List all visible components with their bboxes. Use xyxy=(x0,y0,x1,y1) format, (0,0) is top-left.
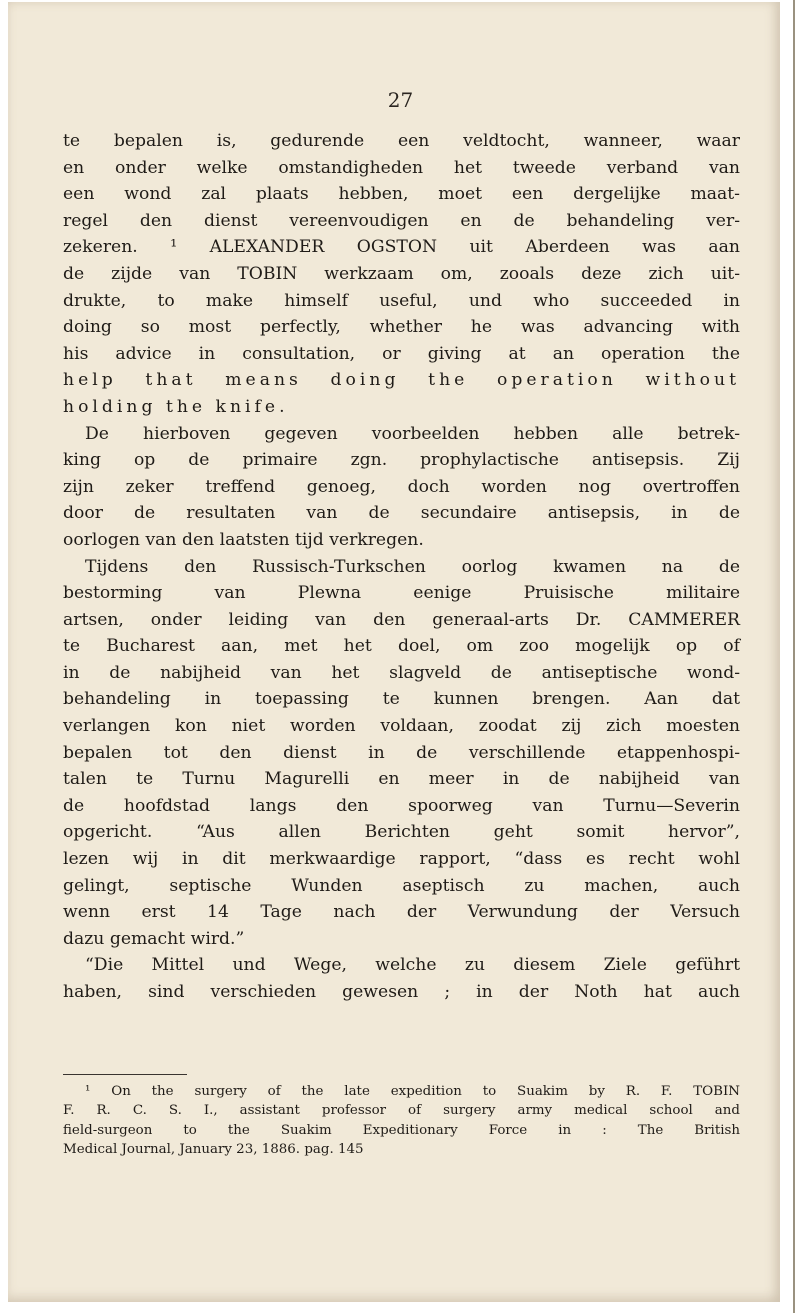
body-line: een wond zal plaats hebben, moet een dergelijke maat- xyxy=(63,184,740,205)
body-line: wenn erst 14 Tage nach der Verwundung der Versuch xyxy=(63,902,740,923)
body-line: talen te Turnu Magurelli en meer in de nabijheid van xyxy=(63,769,740,790)
page-edge xyxy=(793,0,795,1313)
body-line: de hoofdstad langs den spoorweg van Turnu—Severin xyxy=(63,795,740,816)
body-line: king op de primaire zgn. prophylactische antisepsis. Zij xyxy=(63,450,740,471)
body-line: bestorming van Plewna eenige Pruisische militaire xyxy=(63,583,740,604)
body-line: behandeling in toepassing te kunnen brengen. Aan dat xyxy=(63,689,740,710)
body-line: in de nabijheid van het slagveld de antiseptische wond- xyxy=(63,662,740,683)
body-line: help that means doing the operation without xyxy=(63,370,740,391)
body-line: en onder welke omstandigheden het tweede verband van xyxy=(63,157,740,178)
body-line: opgericht. “Aus allen Berichten geht somit hervor”, xyxy=(63,822,740,843)
body-line: verlangen kon niet worden voldaan, zoodat zij zich moesten xyxy=(63,716,740,737)
body-line: zekeren. ¹ ALEXANDER OGSTON uit Aberdeen was aan xyxy=(63,237,740,258)
footnote-line: Medical Journal, January 23, 1886. pag. 145 xyxy=(63,1141,364,1157)
body-line: holding the knife. xyxy=(63,396,289,417)
body-line: te Bucharest aan, met het doel, om zoo mogelijk op of xyxy=(63,636,740,657)
body-line: zijn zeker treffend genoeg, doch worden nog overtroffen xyxy=(63,476,740,497)
body-line: artsen, onder leiding van den generaal-arts Dr. CAMMERER xyxy=(63,609,740,630)
body-line: lezen wij in dit merkwaardige rapport, “dass es recht wohl xyxy=(63,849,740,870)
body-line: Tijdens den Russisch-Turkschen oorlog kwamen na de xyxy=(85,556,740,577)
body-line: drukte, to make himself useful, und who succeeded in xyxy=(63,290,740,311)
body-line: regel den dienst vereenvoudigen en de behandeling ver- xyxy=(63,210,740,231)
body-line: door de resultaten van de secundaire antisepsis, in de xyxy=(63,503,740,524)
body-line: gelingt, septische Wunden aseptisch zu machen, auch xyxy=(63,875,740,896)
body-line: “Die Mittel und Wege, welche zu diesem Ziele geführt xyxy=(85,955,740,976)
body-line: de zijde van TOBIN werkzaam om, zooals deze zich uit- xyxy=(63,263,740,284)
body-text xyxy=(63,128,740,1006)
footnote-line: ¹ On the surgery of the late expedition to Suakim by R. F. TOBIN xyxy=(85,1084,740,1099)
footnote-line: field-surgeon to the Suakim Expeditionary Force in : The British xyxy=(63,1122,740,1138)
body-line: haben, sind verschieden gewesen ; in der Noth hat auch xyxy=(63,982,740,1002)
body-line: oorlogen van den laatsten tijd verkregen. xyxy=(63,529,424,550)
body-line: doing so most perfectly, whether he was advancing with xyxy=(63,317,740,338)
body-line: De hierboven gegeven voorbeelden hebben alle betrek- xyxy=(85,423,740,444)
footnote xyxy=(63,1082,740,1159)
body-line: bepalen tot den dienst in de verschillende etappenhospi- xyxy=(63,742,740,763)
body-line: dazu gemacht wird.” xyxy=(63,928,245,949)
footnote-divider xyxy=(63,1074,187,1075)
page-number: 27 xyxy=(387,88,414,112)
footnote-line: F. R. C. S. I., assistant professor of surgery army medical school and xyxy=(63,1103,740,1119)
body-line: his advice in consultation, or giving at an operation the xyxy=(63,343,740,364)
body-line: te bepalen is, gedurende een veldtocht, wanneer, waar xyxy=(63,131,740,151)
